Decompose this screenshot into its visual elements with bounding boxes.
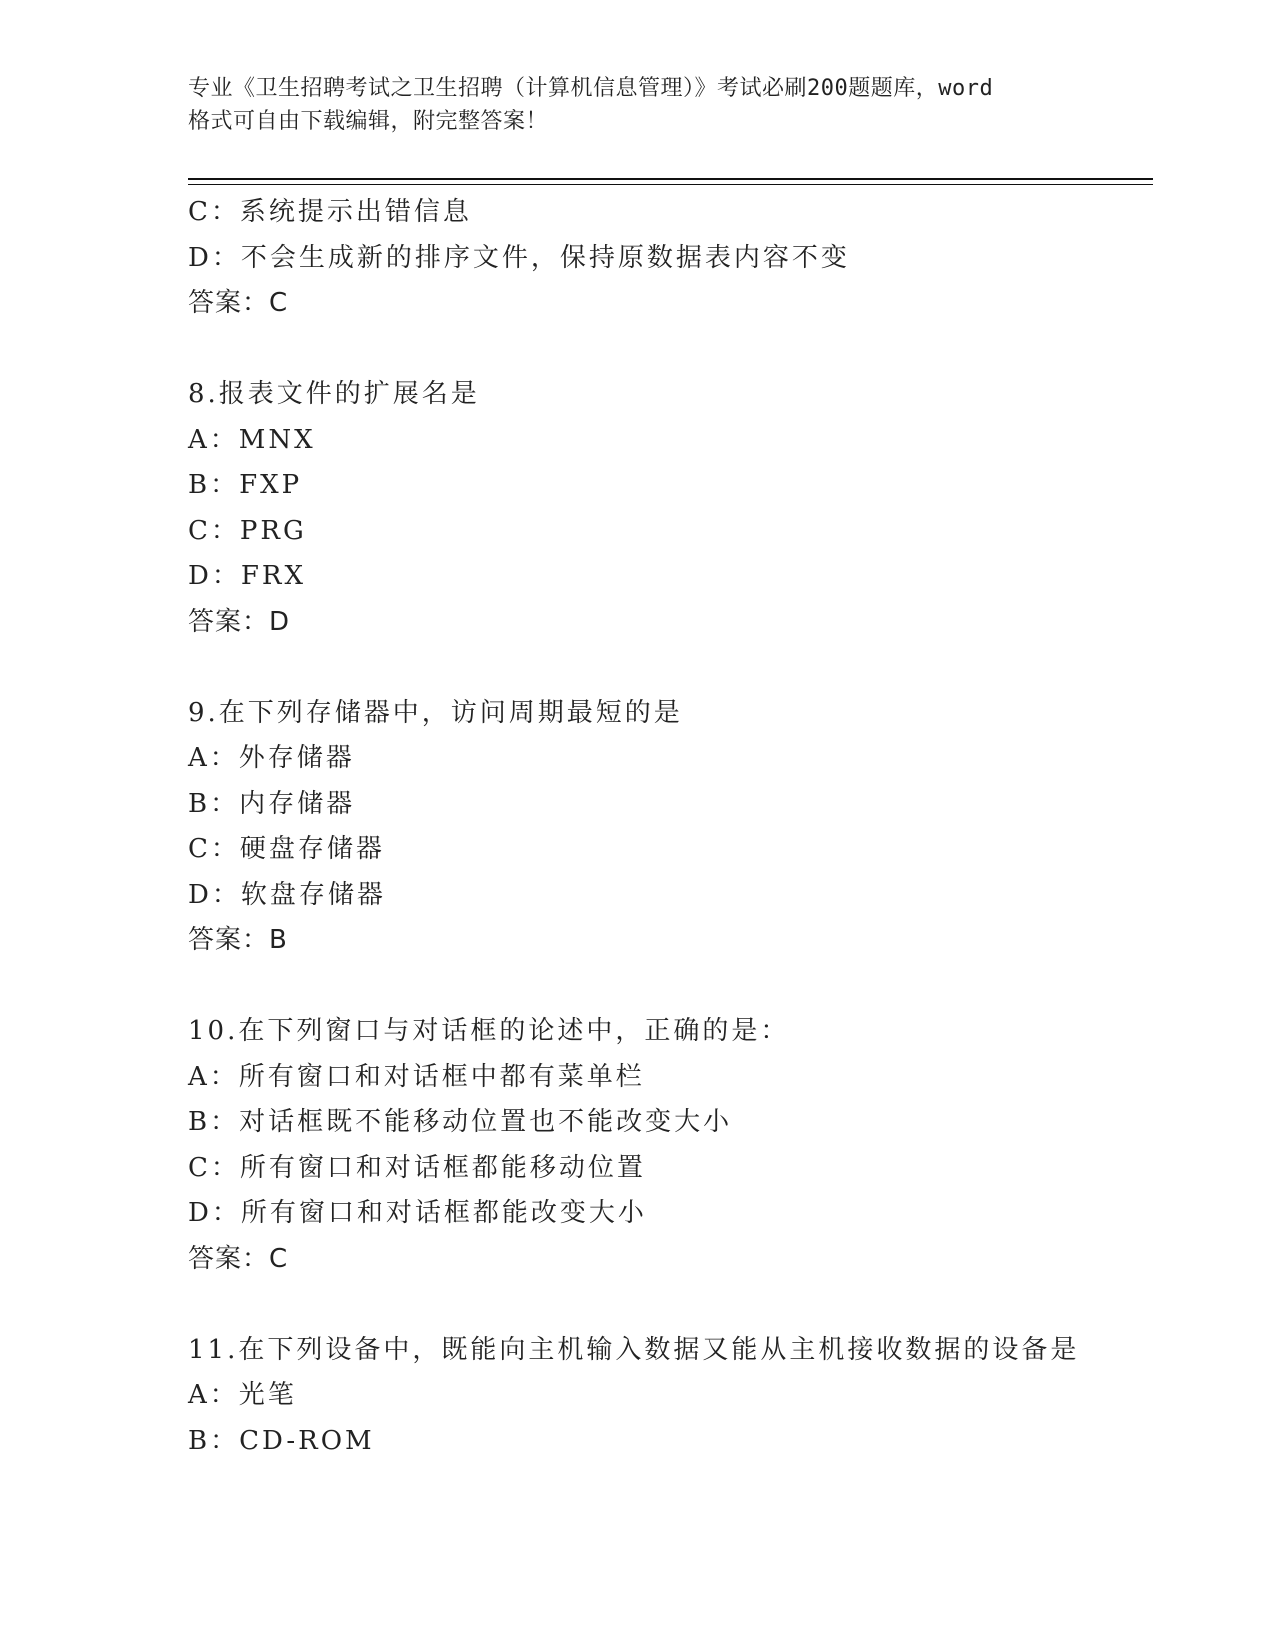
option-d: D：所有窗口和对话框都能改变大小 xyxy=(188,1198,647,1228)
question-block-10 xyxy=(188,1009,1148,1282)
option-b: B：CD-ROM xyxy=(188,1425,375,1456)
spacer xyxy=(188,964,1148,1010)
header-line-1: 专业《卫生招聘考试之卫生招聘（计算机信息管理）》考试必刷200题题库，word xyxy=(188,76,994,101)
header-divider-thick xyxy=(188,178,1153,180)
option-b: B：对话框既不能移动位置也不能改变大小 xyxy=(188,1107,733,1137)
option-c: C：系统提示出错信息 xyxy=(188,197,472,227)
answer: 答案：C xyxy=(188,1243,289,1274)
question-text: 10.在下列窗口与对话框的论述中，正确的是： xyxy=(188,1016,790,1046)
answer: 答案：B xyxy=(188,925,288,955)
header-line-2: 格式可自由下载编辑，附完整答案！ xyxy=(188,109,549,134)
spacer xyxy=(188,327,1148,373)
document-body xyxy=(188,190,1148,1464)
document-header xyxy=(188,72,1088,138)
option-a: A：光笔 xyxy=(188,1380,297,1410)
answer: 答案：C xyxy=(188,288,289,318)
option-c: C：硬盘存储器 xyxy=(188,834,385,864)
question-block-9 xyxy=(188,691,1148,964)
option-a: A：MNX xyxy=(188,424,316,455)
question-text: 9.在下列存储器中，访问周期最短的是 xyxy=(188,697,683,728)
question-text: 11.在下列设备中，既能向主机输入数据又能从主机接收数据的设备是 xyxy=(188,1334,1080,1365)
question-block-7 xyxy=(188,190,1148,327)
option-a: A：外存储器 xyxy=(188,743,355,773)
option-c: C：所有窗口和对话框都能移动位置 xyxy=(188,1152,646,1183)
option-d: D：软盘存储器 xyxy=(188,879,386,910)
option-a: A：所有窗口和对话框中都有菜单栏 xyxy=(188,1061,645,1092)
header-divider-thin xyxy=(188,184,1153,185)
option-d: D：不会生成新的排序文件，保持原数据表内容不变 xyxy=(188,242,850,273)
option-c: C：PRG xyxy=(188,515,307,546)
option-b: B：内存储器 xyxy=(188,788,356,819)
question-text: 8.报表文件的扩展名是 xyxy=(188,379,480,409)
option-d: D：FRX xyxy=(188,561,306,591)
option-b: B：FXP xyxy=(188,470,303,500)
answer: 答案：D xyxy=(188,606,291,637)
question-block-11 xyxy=(188,1328,1148,1465)
spacer xyxy=(188,645,1148,691)
spacer xyxy=(188,1282,1148,1328)
question-block-8 xyxy=(188,372,1148,645)
